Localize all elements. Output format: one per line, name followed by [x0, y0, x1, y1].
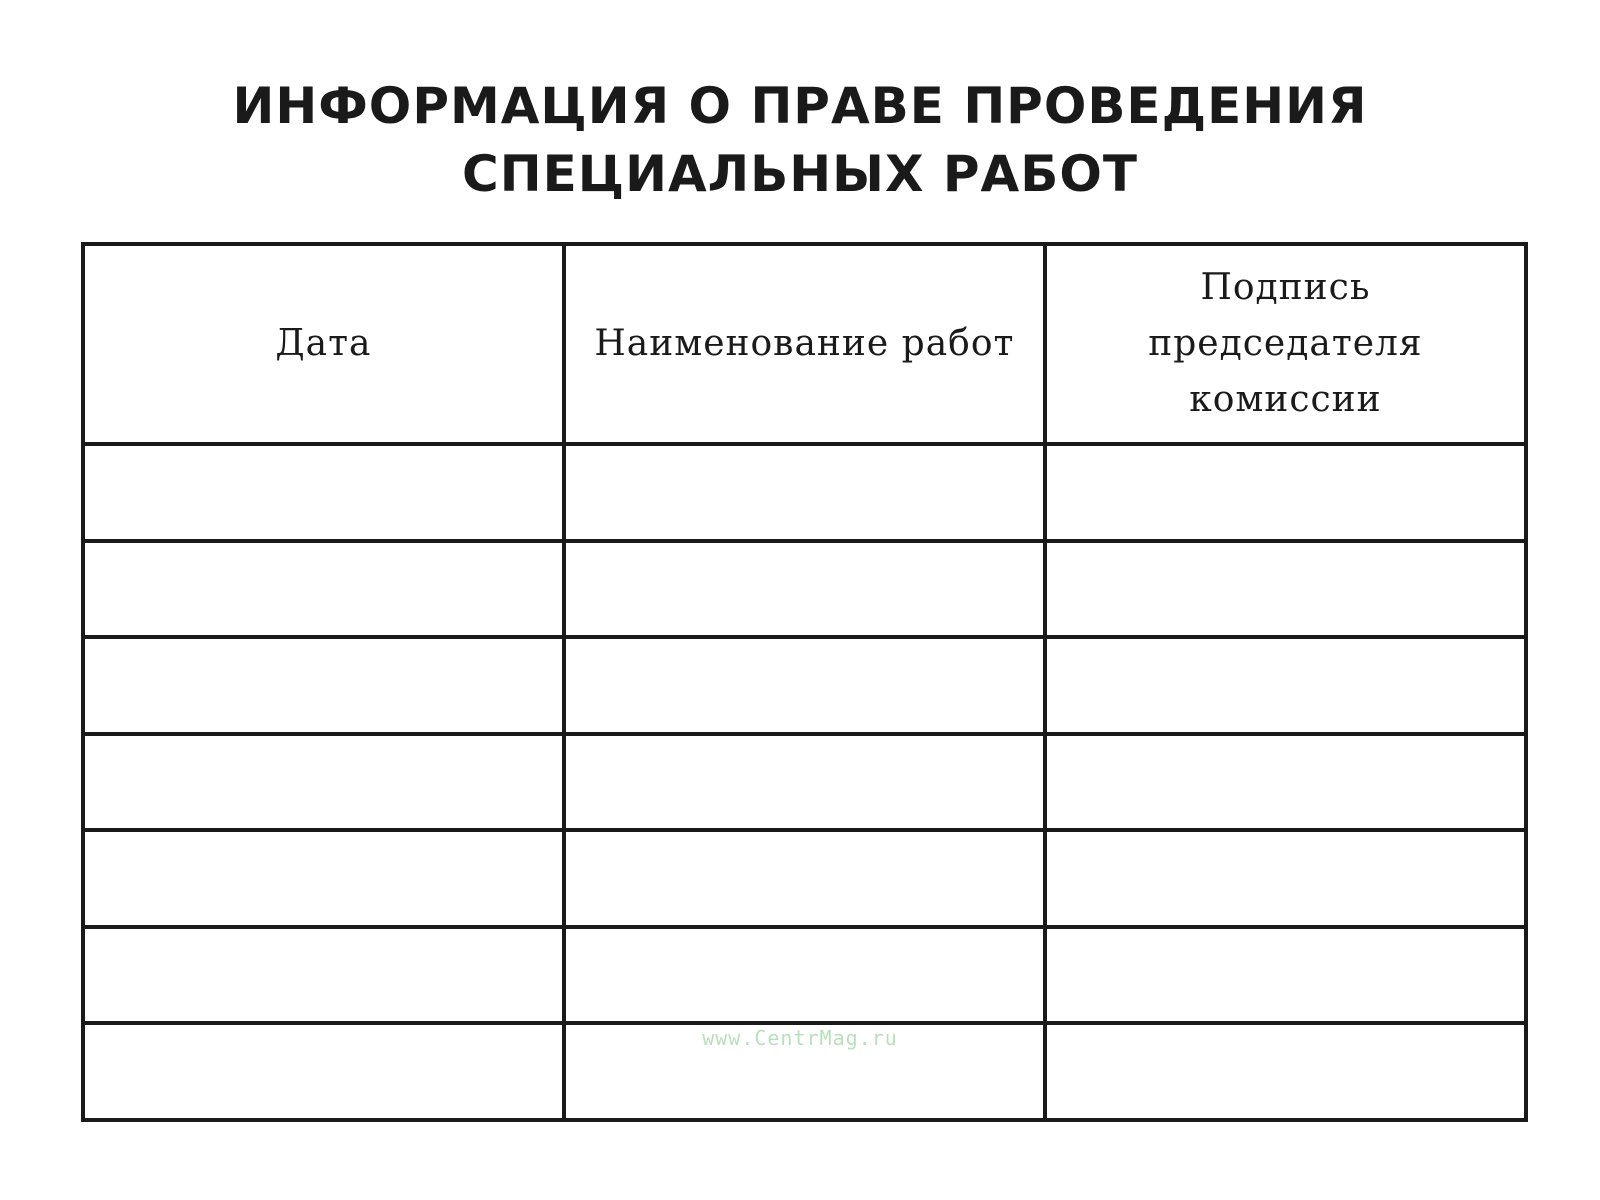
- cell-work-name[interactable]: [564, 927, 1045, 1024]
- cell-work-name[interactable]: [564, 830, 1045, 927]
- header-date: Дата: [83, 244, 564, 444]
- header-signature-line-2: председателя: [1148, 323, 1423, 364]
- table-row: [83, 637, 1526, 734]
- table-row: [83, 734, 1526, 831]
- cell-signature[interactable]: [1045, 637, 1526, 734]
- cell-date[interactable]: [83, 927, 564, 1024]
- table-row: [83, 927, 1526, 1024]
- cell-signature[interactable]: [1045, 541, 1526, 638]
- cell-date[interactable]: [83, 541, 564, 638]
- cell-date[interactable]: [83, 830, 564, 927]
- cell-signature[interactable]: [1045, 444, 1526, 541]
- cell-date[interactable]: [83, 444, 564, 541]
- table-row: [83, 830, 1526, 927]
- header-signature: [1045, 244, 1526, 444]
- table-row: [83, 444, 1526, 541]
- header-signature-line-1: Подпись: [1200, 267, 1371, 308]
- header-signature-line-3: комиссии: [1189, 379, 1382, 420]
- title-line-1: ИНФОРМАЦИЯ О ПРАВЕ ПРОВЕДЕНИЯ: [232, 77, 1368, 135]
- cell-work-name[interactable]: [564, 541, 1045, 638]
- cell-work-name[interactable]: [564, 444, 1045, 541]
- header-row: [83, 244, 1526, 444]
- cell-signature[interactable]: [1045, 830, 1526, 927]
- cell-date[interactable]: [83, 637, 564, 734]
- watermark-text: www.CentrMag.ru: [702, 1026, 898, 1050]
- records-table: [81, 242, 1528, 1122]
- title-line-2: СПЕЦИАЛЬНЫХ РАБОТ: [462, 145, 1138, 203]
- header-work-name: Наименование работ: [564, 244, 1045, 444]
- page-title: [0, 72, 1600, 208]
- cell-signature[interactable]: [1045, 734, 1526, 831]
- cell-work-name[interactable]: [564, 637, 1045, 734]
- cell-work-name[interactable]: [564, 734, 1045, 831]
- cell-signature[interactable]: [1045, 927, 1526, 1024]
- cell-date[interactable]: [83, 734, 564, 831]
- table-row: [83, 541, 1526, 638]
